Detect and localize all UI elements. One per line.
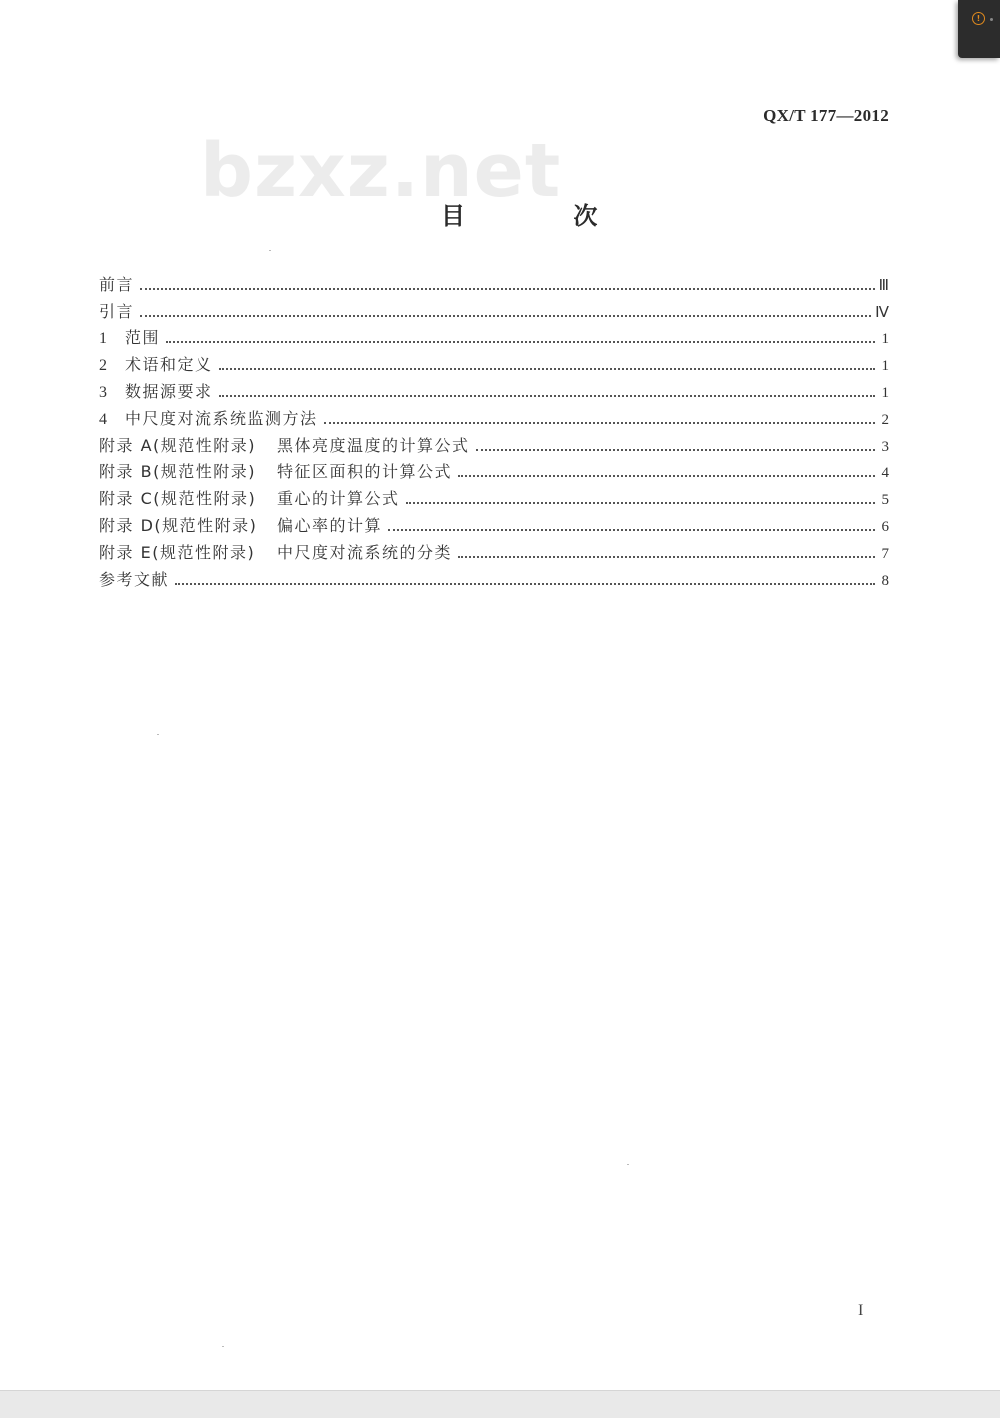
document-code: QX/T 177—2012 xyxy=(763,106,889,125)
toc-entry-scope[interactable] xyxy=(99,322,889,349)
toc-entry-appendix-e[interactable] xyxy=(99,536,889,563)
toc-entry-data-source[interactable] xyxy=(99,375,889,402)
toc-entry-preface[interactable] xyxy=(99,268,889,295)
toc-appendix-tag: 附录 A(规范性附录) xyxy=(99,435,257,455)
page-number: I xyxy=(858,1302,864,1319)
toc-entry-text: 特征区面积的计算公式 xyxy=(277,462,453,482)
toc-entry-page: 1 xyxy=(881,358,889,375)
toc-entry-label: 引言 xyxy=(99,301,135,321)
toc-entry-page: 6 xyxy=(881,518,889,535)
watermark: bzxz.net xyxy=(200,128,562,214)
toc-entry-number: 1 xyxy=(99,330,109,348)
toc-entry-page: 4 xyxy=(881,465,889,482)
toc-entry-label xyxy=(99,513,382,536)
toc-appendix-tag: 附录 E(规范性附录) xyxy=(99,542,256,562)
toc-entry-label xyxy=(99,352,213,375)
toc-entry-page: Ⅳ xyxy=(875,304,889,321)
viewer-notification-widget[interactable] xyxy=(958,0,1000,58)
toc-entry-text: 中尺度对流系统监测方法 xyxy=(125,408,318,428)
toc-leader-dots xyxy=(175,583,875,585)
toc-entry-references[interactable] xyxy=(99,563,889,590)
toc-entry-page: 1 xyxy=(881,384,889,401)
table-of-contents xyxy=(99,268,889,590)
toc-entry-text: 数据源要求 xyxy=(125,381,213,401)
toc-leader-dots xyxy=(324,422,875,424)
toc-leader-dots xyxy=(476,449,875,451)
toc-entry-monitoring-method[interactable] xyxy=(99,402,889,429)
toc-leader-dots xyxy=(406,502,875,504)
viewer-bottom-bar xyxy=(0,1390,1000,1418)
toc-entry-number: 4 xyxy=(99,410,109,428)
toc-entry-text: 黑体亮度温度的计算公式 xyxy=(277,435,470,455)
toc-entry-number: 2 xyxy=(99,357,109,375)
toc-entry-text: 中尺度对流系统的分类 xyxy=(277,542,453,562)
toc-entry-label: 参考文献 xyxy=(99,569,170,589)
toc-entry-page: Ⅲ xyxy=(878,277,889,294)
toc-entry-label: 前言 xyxy=(99,274,135,294)
toc-entry-page: 5 xyxy=(881,492,889,509)
toc-entry-text: 范围 xyxy=(125,328,161,348)
toc-entry-terms[interactable] xyxy=(99,348,889,375)
toc-title: 目 次 xyxy=(441,202,648,230)
toc-leader-dots xyxy=(219,368,875,370)
scan-speck xyxy=(157,734,159,735)
toc-entry-label xyxy=(99,459,452,482)
toc-entry-page: 8 xyxy=(881,572,889,589)
toc-leader-dots xyxy=(140,288,875,290)
scan-speck xyxy=(269,250,271,251)
toc-leader-dots xyxy=(458,556,875,558)
toc-appendix-tag: 附录 B(规范性附录) xyxy=(99,462,257,482)
toc-entry-page: 3 xyxy=(881,438,889,455)
toc-entry-label xyxy=(99,540,452,563)
toc-entry-text: 偏心率的计算 xyxy=(277,515,383,535)
scan-speck xyxy=(222,1346,224,1347)
toc-entry-label xyxy=(99,433,470,456)
scan-speck xyxy=(627,1164,629,1165)
toc-entry-appendix-d[interactable] xyxy=(99,509,889,536)
indicator-dot xyxy=(990,18,993,21)
toc-entry-page: 2 xyxy=(881,411,889,428)
toc-leader-dots xyxy=(458,475,875,477)
toc-appendix-tag: 附录 C(规范性附录) xyxy=(99,489,257,509)
toc-entry-appendix-a[interactable] xyxy=(99,429,889,456)
toc-leader-dots xyxy=(219,395,875,397)
toc-leader-dots xyxy=(140,315,871,317)
toc-entry-label xyxy=(99,406,318,429)
toc-entry-appendix-b[interactable] xyxy=(99,456,889,483)
toc-appendix-tag: 附录 D(规范性附录) xyxy=(99,515,258,535)
toc-entry-text: 重心的计算公式 xyxy=(277,489,400,509)
toc-entry-number: 3 xyxy=(99,383,109,401)
toc-leader-dots xyxy=(388,529,875,531)
toc-entry-text: 术语和定义 xyxy=(125,355,213,375)
toc-entry-label xyxy=(99,486,400,509)
toc-entry-appendix-c[interactable] xyxy=(99,482,889,509)
toc-entry-introduction[interactable] xyxy=(99,295,889,322)
toc-entry-label xyxy=(99,379,213,402)
toc-leader-dots xyxy=(166,341,875,343)
toc-entry-page: 1 xyxy=(881,331,889,348)
warning-icon[interactable]: ! xyxy=(972,12,985,25)
toc-entry-label xyxy=(99,325,160,348)
toc-entry-page: 7 xyxy=(881,545,889,562)
